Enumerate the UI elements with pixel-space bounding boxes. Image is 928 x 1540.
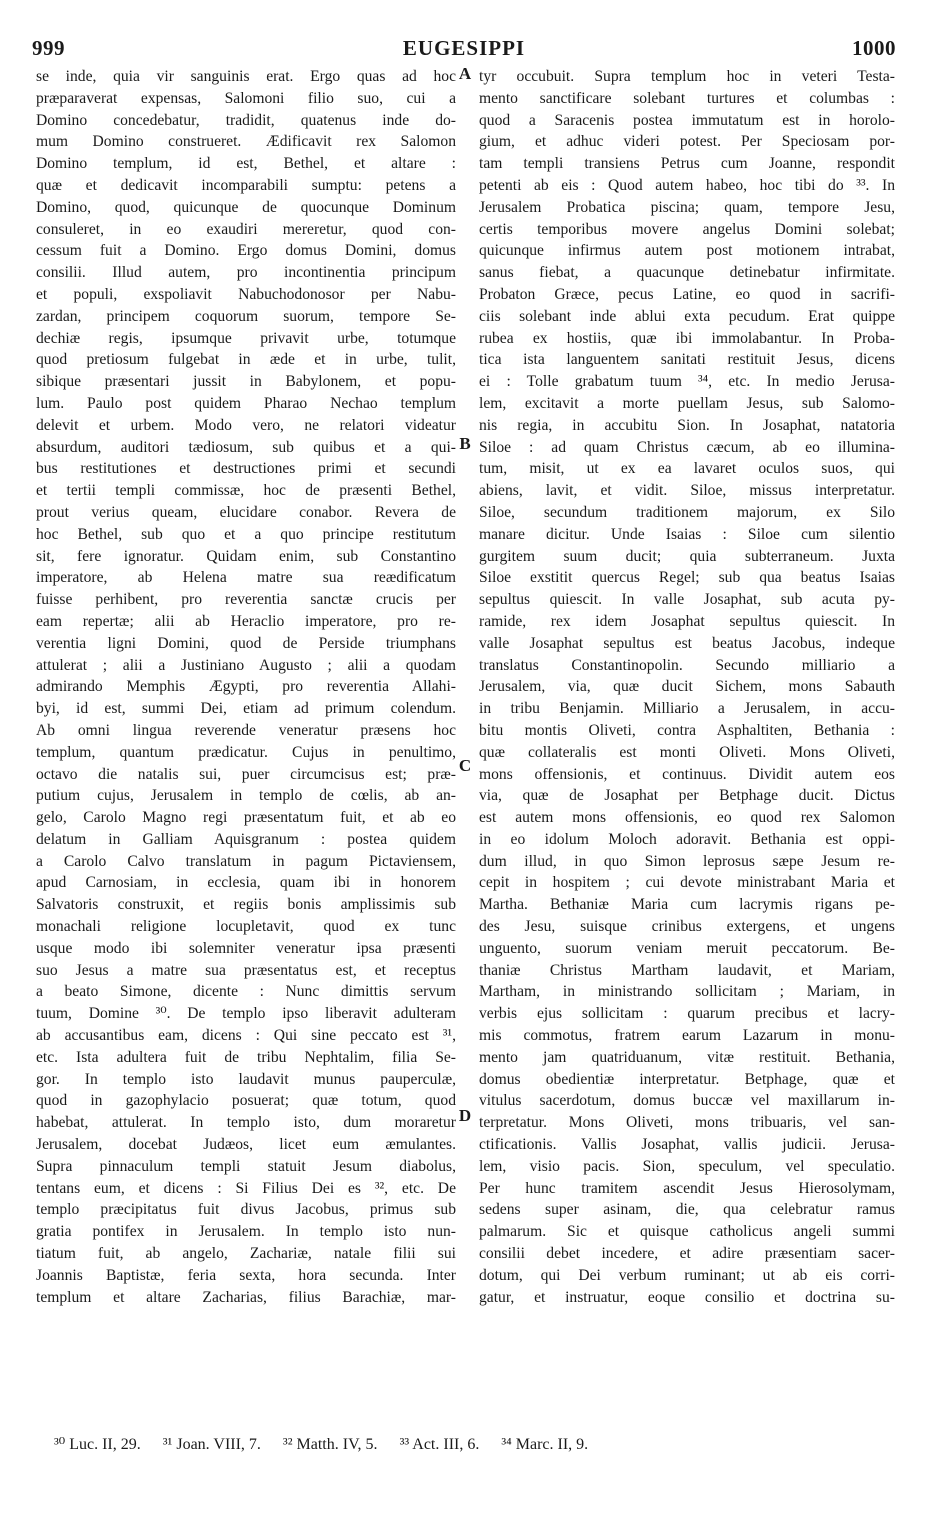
running-header xyxy=(30,36,898,66)
text-line: gratia pontifex in Jerusalem. In templo isto nun- xyxy=(36,1223,456,1241)
text-line: Salvatoris construxit, et regiis bonis amplissimis sub xyxy=(36,896,456,914)
text-line: lum. Paulo post quidem Pharao Nechao templum xyxy=(36,394,456,412)
text-line: nis regia, in accubitu Sion. In Josaphat, natatoria xyxy=(479,416,895,434)
footnote: ³⁴ Marc. II, 9. xyxy=(501,1436,589,1453)
text-line: templum, quantum prædicatur. Cujus in penultimo, xyxy=(36,743,456,761)
text-line: se inde, quia vir sanguinis erat. Ergo quas ad hoc xyxy=(36,68,456,85)
text-line: et tertii templi commissæ, hoc de præsenti Bethel, xyxy=(36,482,456,500)
text-line: rubea ex hostiis, quæ ibi immolabantur. In Proba- xyxy=(479,329,895,347)
text-line: quod pretiosum fulgebat in æde et in urbe, tulit, xyxy=(36,351,456,369)
text-line: quæ collateralis est monti Oliveti. Mons Oliveti, xyxy=(479,743,895,761)
text-line: habebat, attulerat. In templo isto, dum moraretur xyxy=(36,1114,456,1132)
page-number-right: 1000 xyxy=(852,36,896,60)
text-line: mons offensionis, et continuus. Dividit autem eos xyxy=(479,765,895,783)
text-line: sanus fiebat, a quacunque detinebatur infirmitate. xyxy=(479,264,895,282)
text-line: manare dicitur. Unde Isaias : Siloe cum silentio xyxy=(479,525,895,543)
text-line: zardan, principem coquorum suorum, tempore Se- xyxy=(36,307,456,325)
text-line: quod in gazophylacio posuerat; quæ totum, quod xyxy=(36,1092,456,1110)
text-line: domus obedientiæ interpretatur. Betphage, quæ et xyxy=(479,1070,895,1088)
text-line: Jerusalem, via, quæ ducit Sichem, mons Sabauth xyxy=(479,678,895,696)
text-line: terpretatur. Mons Oliveti, mons tribuaris, vel san- xyxy=(479,1114,895,1132)
text-line: tica ista languentem sanitati restituit Jesus, dicens xyxy=(479,351,895,369)
text-line: Joannis Baptistæ, feria sexta, hora secunda. Inter xyxy=(36,1266,456,1284)
text-line: et populi, exspoliavit Nabuchodonosor per Nabu- xyxy=(36,285,456,303)
text-line: cepit in hospitem ; cui devote ministrabant Maria et xyxy=(479,874,895,892)
text-line: a Carolo Calvo translatum in pagum Pictaviensem, xyxy=(36,852,456,870)
text-line: cessum fuit a Domino. Ergo domus Domini, domus xyxy=(36,242,456,260)
section-marker-d: D xyxy=(458,1106,472,1125)
text-line: Domino concedebatur, tradidit, quatenus inde do- xyxy=(36,111,456,129)
text-line: Per hunc tramitem ascendit Jesus Hierosolymam, xyxy=(479,1179,895,1197)
text-line: translatus Constantinopolin. Secundo milliario a xyxy=(479,656,895,674)
text-line: sepultus quiescit. In valle Josaphat, sub acuta py- xyxy=(479,591,895,609)
text-line: Domino templum, id est, Bethel, et altare : xyxy=(36,155,456,173)
text-line: absurdum, auditori tædiosum, sub quibus et a qui- xyxy=(36,438,456,456)
text-line: certis temporibus movere angelus Domini solebat; xyxy=(479,220,895,238)
text-line: Jerusalem Probatica piscina; quam, tempore Jesu, xyxy=(479,198,895,216)
text-line: lem, excitavit a morte puellam Jesus, sub Salomo- xyxy=(479,394,895,412)
text-line: mis commotus, fratrem earum Lazarum in monu- xyxy=(479,1027,895,1045)
text-line: monachali religione locupletavit, quod ex tunc xyxy=(36,918,456,936)
page-number-left: 999 xyxy=(32,36,65,60)
text-line: suo Jesus a matre sua præsentatus est, et receptus xyxy=(36,961,456,979)
text-line: gelo, Carolo Magno regi præsentatum fuit, et ab eo xyxy=(36,809,456,827)
text-line: tyr occubuit. Supra templum hoc in veteri Testa- xyxy=(479,68,895,85)
text-line: ciis solebant inde ablui exta pecudum. Erat quippe xyxy=(479,307,895,325)
text-line: prout verius queam, elucidare conabor. Revera de xyxy=(36,503,456,521)
text-line: delevit et urbem. Modo vero, ne relatori videatur xyxy=(36,416,456,434)
text-line: octavo die natalis sui, puer circumcisus est; præ- xyxy=(36,765,456,783)
text-line: quod a Saracenis postea immutatum est in horolo- xyxy=(479,111,895,129)
text-line: hoc Bethel, sub quo et a quo principe restitutum xyxy=(36,525,456,543)
text-line: dechiæ regis, ipsumque privavit urbe, totumque xyxy=(36,329,456,347)
right-column xyxy=(479,66,895,1308)
text-line: dum illud, in quo Simon leprosus sæpe Jesum re- xyxy=(479,852,895,870)
text-line: sibique præsentari jussit in Babylonem, et popu- xyxy=(36,373,456,391)
text-line: templo præcipitatus fuit divus Jacobus, primus sub xyxy=(36,1201,456,1219)
text-line: tuum, Domine ³⁰. De templo ipso liberavit adulteram xyxy=(36,1005,456,1023)
text-line: gor. In templo isto laudavit munus pauperculæ, xyxy=(36,1070,456,1088)
text-line: in eo idolum Moloch adoravit. Bethania est oppi- xyxy=(479,830,895,848)
text-line: verbis ejus sollicitam : quarum precibus et lacry- xyxy=(479,1005,895,1023)
text-line: tum, misit, ut ex ea lavaret oculos suos, qui xyxy=(479,460,895,478)
footnote: ³⁰ Luc. II, 29. xyxy=(54,1436,141,1453)
text-line: gurgitem suum ducit; quia subterraneum. Juxta xyxy=(479,547,895,565)
text-line: delatum in Galliam Aquisgranum : postea quidem xyxy=(36,830,456,848)
text-line: tentans eum, et dicens : Si Filius Dei es ³², etc. De xyxy=(36,1179,456,1197)
section-marker-b: B xyxy=(459,434,471,453)
text-line: Siloe : ad quam Christus cæcum, ab eo illumina- xyxy=(479,438,895,456)
text-line: gium, et adhuc videri potest. Per Speciosam por- xyxy=(479,133,895,151)
text-line: consuleret, in eo exaudiri mereretur, quod con- xyxy=(36,220,456,238)
text-line: Domino, quod, quicunque de quocunque Dominum xyxy=(36,198,456,216)
text-line: attulerat ; alii a Justiniano Augusto ; alii a quodam xyxy=(36,656,456,674)
text-line: mento jam quatriduanum, vitæ restituit. Bethania, xyxy=(479,1048,895,1066)
running-title: EUGESIPPI xyxy=(402,36,526,60)
text-line: lem, visio pacis. Sion, speculum, vel speculatio. xyxy=(479,1157,895,1175)
text-line: gatur, et instruatur, eoque consilio et doctrina su- xyxy=(479,1288,895,1306)
text-line: est autem mons offensionis, eo quod rex Salomon xyxy=(479,809,895,827)
text-line: des Jesu, suisque crinibus extergens, et ungens xyxy=(479,918,895,936)
text-line: putium cujus, Jerusalem in templo de cœlis, ab an- xyxy=(36,787,456,805)
text-line: Siloe exstitit quercus Regel; sub qua beatus Isaias xyxy=(479,569,895,587)
left-column xyxy=(36,66,456,1308)
text-line: byi, id est, summi Dei, etiam ad primum colendum. xyxy=(36,700,456,718)
text-line: Siloe, secundum traditionem majorum, ex Silo xyxy=(479,503,895,521)
text-line: bus restitutiones et destructiones primi et secundi xyxy=(36,460,456,478)
text-line: eam repertæ; alii ab Heraclio imperatore, pro re- xyxy=(36,612,456,630)
text-line: Martha. Bethaniæ Maria cum lacrymis rigans pe- xyxy=(479,896,895,914)
text-line: Ab omni lingua reverende veneratur præsens hoc xyxy=(36,721,456,739)
text-line: ei : Tolle grabatum tuum ³⁴, etc. In medio Jerusa- xyxy=(479,373,895,391)
section-marker-a: A xyxy=(458,64,472,83)
footnote: ³¹ Joan. VIII, 7. xyxy=(162,1436,261,1453)
text-line: palmarum. Sic et quisque catholicus angeli summi xyxy=(479,1223,895,1241)
text-line: bitu montis Oliveti, contra Asphaltiten, Bethania : xyxy=(479,721,895,739)
text-line: via, quæ de Josaphat per Betphage ducit. Dictus xyxy=(479,787,895,805)
text-line: abiens, lavit, et vidit. Siloe, missus interpretatur. xyxy=(479,482,895,500)
text-line: mum Domino construeret. Ædificavit rex Salomon xyxy=(36,133,456,151)
text-line: sit, fere ignoratur. Quidam enim, sub Constantino xyxy=(36,547,456,565)
text-line: consilii debet incedere, et adire præsentiam sacer- xyxy=(479,1245,895,1263)
text-line: ab accusantibus eam, dicens : Qui sine peccato est ³¹, xyxy=(36,1027,456,1045)
text-line: ramide, rex idem Josaphat sepultus quiescit. In xyxy=(479,612,895,630)
text-line: a beato Simone, dicente : Nunc dimittis servum xyxy=(36,983,456,1001)
text-line: admirando Memphis Ægypti, pro reverentia Allahi- xyxy=(36,678,456,696)
footnote: ³² Matth. IV, 5. xyxy=(282,1436,378,1453)
footnotes xyxy=(54,1434,888,1454)
text-line: tiatum fuit, ab angelo, Zachariæ, natale filii sui xyxy=(36,1245,456,1263)
text-line: Martham, in ministrando sollicitam ; Mariam, in xyxy=(479,983,895,1001)
text-line: templum et altare Zacharias, filius Barachiæ, mar- xyxy=(36,1288,456,1306)
text-line: quicunque infirmus autem post motionem intrabat, xyxy=(479,242,895,260)
text-line: Supra pinnaculum templi statuit Jesum diabolus, xyxy=(36,1157,456,1175)
text-line: mento sanctificare solebant turtures et columbas : xyxy=(479,89,895,107)
footnote: ³³ Act. III, 6. xyxy=(399,1436,480,1453)
text-line: consilii. Illud autem, pro incontinentia principum xyxy=(36,264,456,282)
section-marker-c: C xyxy=(458,756,472,775)
text-line: ctificationis. Vallis Josaphat, vallis judicii. Jerusa- xyxy=(479,1136,895,1154)
text-line: verentia ligni Domini, quod de Perside triumphans xyxy=(36,634,456,652)
text-line: unguento, suorum veniam meruit peccatorum. Be- xyxy=(479,939,895,957)
text-line: Probaton Græce, pecus Latine, eo quod in sacrifi- xyxy=(479,285,895,303)
text-line: tam templi transiens Petrus cum Joanne, respondit xyxy=(479,155,895,173)
text-line: thaniæ Christus Martham laudavit, et Mariam, xyxy=(479,961,895,979)
text-line: in tribu Benjamin. Milliario a Jerusalem, in accu- xyxy=(479,700,895,718)
text-line: vitulus sacerdotum, domus buccæ vel maxillarum in- xyxy=(479,1092,895,1110)
text-line: præparaverat expensas, Salomoni filio suo, cui a xyxy=(36,89,456,107)
text-line: dotum, qui Dei verbum ruminant; ut ab eis corri- xyxy=(479,1266,895,1284)
text-line: fuisse perhibent, pro reverentia sanctæ crucis per xyxy=(36,591,456,609)
text-line: sedens super asinam, die, qua celebratur ramus xyxy=(479,1201,895,1219)
text-line: usque modo ibi solemniter veneratur ipsa præsenti xyxy=(36,939,456,957)
text-line: petenti ab eis : Quod autem habeo, hoc tibi do ³³. In xyxy=(479,176,895,194)
text-line: Jerusalem, docebat Judæos, licet eum æmulantes. xyxy=(36,1136,456,1154)
text-line: etc. Ista adultera fuit de tribu Nephtalim, filia Se- xyxy=(36,1048,456,1066)
text-line: valle Josaphat sepultus est beatus Jacobus, indeque xyxy=(479,634,895,652)
text-line: apud Carnosiam, in ecclesia, quam ibi in honorem xyxy=(36,874,456,892)
text-line: quæ et dedicavit incomparabili sumptu: petens a xyxy=(36,176,456,194)
text-line: imperatore, ab Helena matre sua reædificatum xyxy=(36,569,456,587)
